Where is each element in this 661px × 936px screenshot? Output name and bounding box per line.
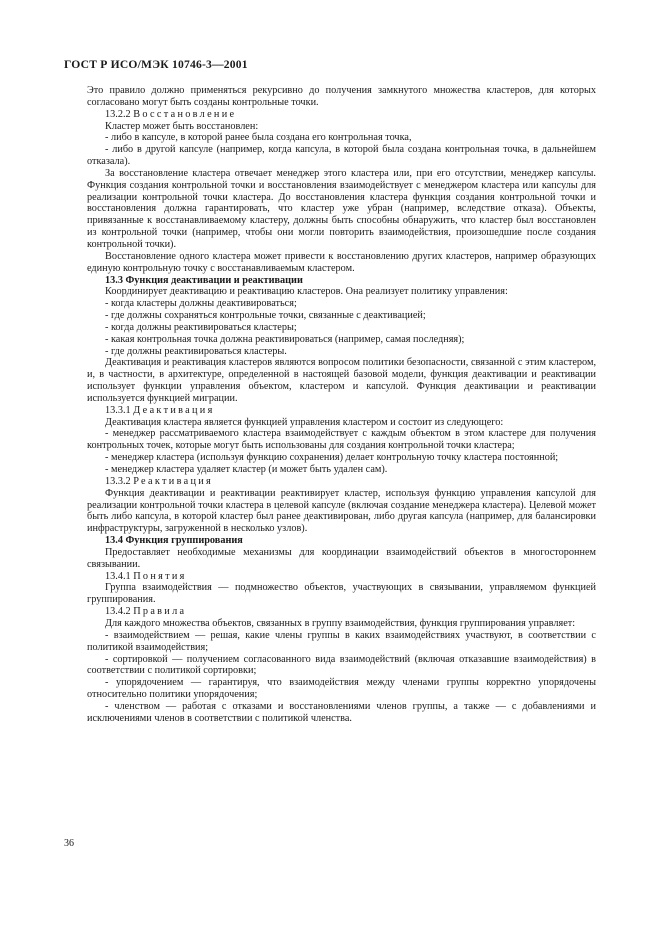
list-item: - где должны сохраняться контрольные точки, связанные с деактивацией; <box>105 310 426 322</box>
paragraph: Восстановление одного кластера может привести к восстановлению других кластеров, например образующих единую контрольную точку с восстанавливаемым кластером. <box>87 250 596 274</box>
list-item: - либо в другой капсуле (например, когда капсула, в которой была создана контрольная точка, в дальнейшем отказала). <box>87 144 596 168</box>
list-item: - упорядочением — гарантируя, что взаимодействия между членами группы корректно упорядочены относительно политики упорядочения; <box>87 677 596 701</box>
subsection-heading-13-4-2 <box>87 606 596 618</box>
document-header: ГОСТ Р ИСО/МЭК 10746-3—2001 <box>64 58 248 71</box>
subsection-heading-13-3-1 <box>87 405 596 417</box>
list-item: - где должны реактивироваться кластеры. <box>105 345 287 357</box>
section-title: Восстановление <box>133 108 237 120</box>
paragraph: Функция деактивации и реактивации реактивирует кластер, используя функцию управления капсулой для реализации контрольной точки кластера в целевой капсуле (включая создание менеджера кластера). Целевой может быть либо капсула, в которой кластер был ранее деактивирован, либо другая капсула (например, для балансировки инфраструктуры, загруженной в несколько узлов). <box>87 487 596 535</box>
paragraph: Кластер может быть восстановлен: <box>105 120 259 132</box>
list-item: - взаимодействием — решая, какие члены группы в каких взаимодействиях участвуют, в соответствии с политикой взаимодействия; <box>87 629 596 653</box>
paragraph: Деактивация кластера является функцией управления кластером и состоит из следующего: <box>105 416 504 428</box>
subsection-heading-13-2-2 <box>87 109 596 121</box>
section-number: 13.4.2 <box>105 606 131 618</box>
paragraph: Координирует деактивацию и реактивацию кластеров. Она реализует политику управления: <box>105 286 508 298</box>
list-item: - когда должны реактивироваться кластеры; <box>105 321 297 333</box>
list-item: - членством — работая с отказами и восстановлениями членов группы, а также — с добавлениями и исключениями членов в соответствии с политикой членства. <box>87 700 596 724</box>
list-item: - какая контрольная точка должна реактивироваться (например, самая последняя); <box>105 333 465 345</box>
section-heading-13-4: 13.4 Функция группирования <box>105 535 243 547</box>
section-title: Правила <box>133 606 187 618</box>
paragraph: Предоставляет необходимые механизмы для координации взаимодействий объектов в многостороннем связывании. <box>87 546 596 570</box>
section-title: Деактивация <box>133 404 215 416</box>
document-body <box>87 85 596 725</box>
section-title: Понятия <box>133 570 187 582</box>
section-title: Реактивация <box>133 475 214 487</box>
subsection-heading-13-3-2 <box>87 476 596 488</box>
section-number: 13.4.1 <box>105 570 131 582</box>
list-item: - менеджер кластера (используя функцию сохранения) делает контрольную точку кластера постоянной; <box>105 452 559 464</box>
section-number: 13.3.2 <box>105 475 131 487</box>
paragraph: За восстановление кластера отвечает менеджер этого кластера или, при его отсутствии, менеджер капсулы. Функция создания контрольной точки и восстановления взаимодействует с менеджером кластера или капсулы для реализации контрольной точки кластера. До восстановления кластера функция создания контрольной точки и восстановления должна гарантировать, что кластер уже убран (например, вследствие отказа). Объекты, привязанные к восстанавливаемому кластеру, должны быть способны обнаружить, что кластер был восстановлен из контрольной точки (например, чтобы они могли повторить взаимодействия, произошедшие после создания контрольной точки). <box>87 167 596 250</box>
section-number: 13.2.2 <box>105 108 131 120</box>
list-item: - когда кластеры должны деактивироваться; <box>105 298 297 310</box>
subsection-heading-13-4-1 <box>87 571 596 583</box>
section-heading-13-3: 13.3 Функция деактивации и реактивации <box>105 274 303 286</box>
list-item: - сортировкой — получением согласованного вида взаимодействий (включая отказавшие взаимодействия) в соответствии с политикой сортировки; <box>87 653 596 677</box>
paragraph: Группа взаимодействия — подмножество объектов, участвующих в связывании, управляемом функцией группирования. <box>87 582 596 606</box>
paragraph: Деактивация и реактивация кластеров являются вопросом политики безопасности, связанной с этим кластером, и, в частности, в архитектуре, определенной в настоящей базовой модели, функция деактивации и реактивации использует функции управления объектом, кластером и капсулой. Функция деактивации и реактивации используется функцией миграции. <box>87 357 596 404</box>
paragraph: Это правило должно применяться рекурсивно до получения замкнутого множества кластеров, для которых согласовано могут быть созданы контрольные точки. <box>87 85 596 108</box>
paragraph: Для каждого множества объектов, связанных в группу взаимодействия, функция группирования управляет: <box>105 617 576 629</box>
page-number: 36 <box>64 838 74 849</box>
section-number: 13.3.1 <box>105 404 131 416</box>
list-item: - менеджер рассматриваемого кластера взаимодействует с каждым объектом в этом кластере для получения контрольных точек, которые могут быть использованы для создания контрольной точки кластера; <box>87 428 596 452</box>
list-item: - менеджер кластера удаляет кластер (и может быть удален сам). <box>105 464 388 475</box>
list-item: - либо в капсуле, в которой ранее была создана его контрольная точка, <box>105 132 412 144</box>
